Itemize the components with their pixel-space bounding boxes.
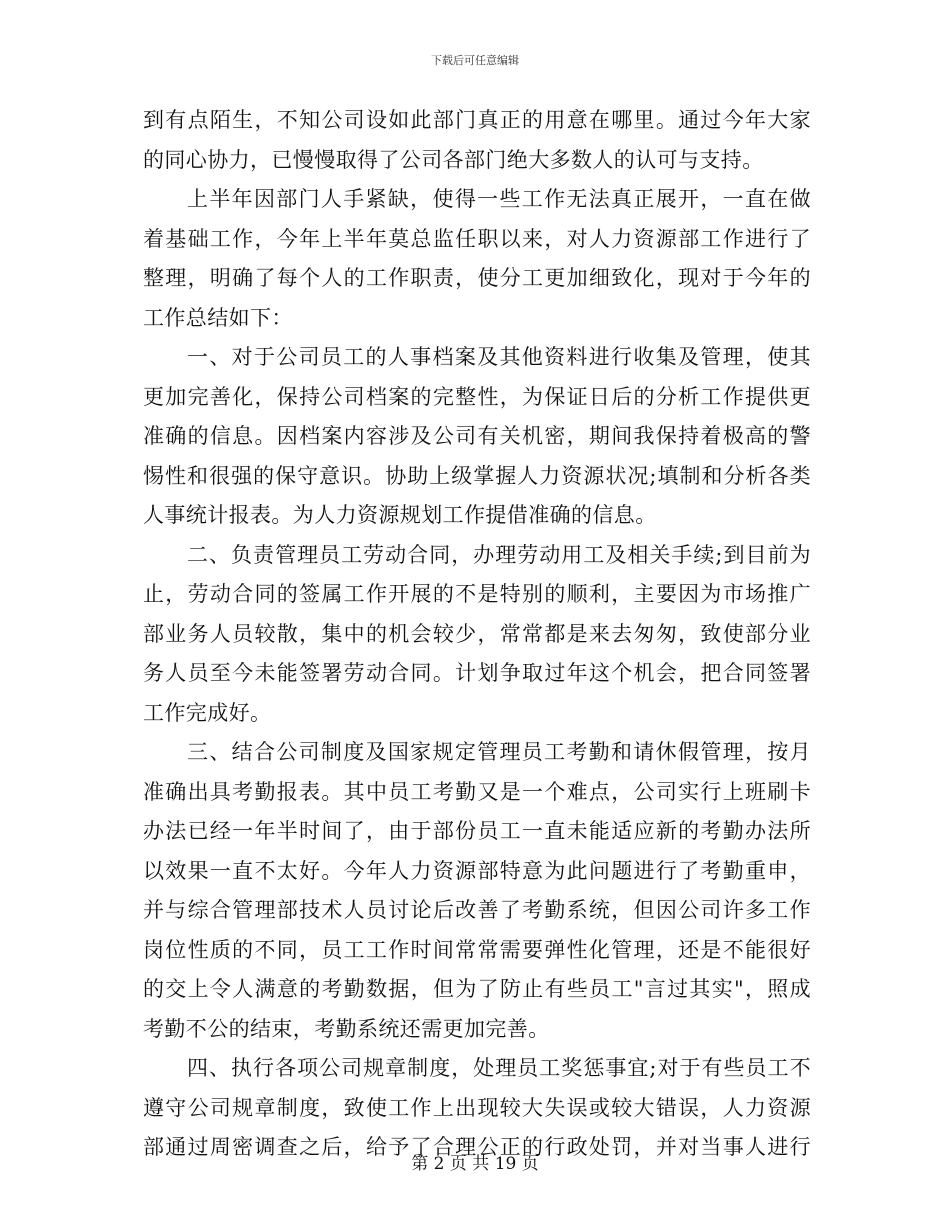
text-line: 二、负责管理员工劳动合同，办理劳动用工及相关手续;到目前为: [187, 542, 811, 567]
text-line: 的交上令人满意的考勤数据，但为了防止有些员工"言过其实"，照成: [143, 977, 811, 1001]
text-line: 更加完善化，保持公司档案的完整性，为保证日后的分析工作提供更: [143, 384, 811, 409]
document-body: [143, 101, 811, 1168]
text-line: 部通过周密调查之后，给予了合理公正的行政处罚，并对当事人进行: [143, 1135, 811, 1159]
text-line: 部业务人员较散，集中的机会较少，常常都是来去匆匆，致使部分业: [143, 621, 811, 646]
text-line: 以效果一直不太好。今年人力资源部特意为此问题进行了考勤重申，: [143, 858, 811, 883]
text-line: 准确的信息。因档案内容涉及公司有关机密，期间我保持着极高的警: [143, 424, 811, 448]
text-line: 惕性和很强的保守意识。协助上级掌握人力资源状况;填制和分析各类: [143, 463, 811, 488]
text-line: 整理，明确了每个人的工作职责，使分工更加细致化，现对于今年的: [143, 266, 811, 290]
text-line: 到有点陌生，不知公司设如此部门真正的用意在哪里。通过今年大家: [143, 108, 811, 132]
text-line: 止，劳动合同的签属工作开展的不是特别的顺利，主要因为市场推广: [143, 582, 811, 606]
text-line: 工作总结如下：: [143, 305, 293, 330]
text-line: 岗位性质的不同，员工工作时间常常需要弹性化管理，还是不能很好: [143, 937, 811, 962]
page-footer: 第 2 页 共 19 页: [411, 1154, 539, 1174]
text-line: 遵守公司规章制度，致使工作上出现较大失误或较大错误，人力资源: [143, 1095, 811, 1120]
text-line: 四、执行各项公司规章制度，处理员工奖惩事宜;对于有些员工不: [187, 1056, 811, 1080]
text-line: 并与综合管理部技术人员讨论后改善了考勤系统，但因公司许多工作: [143, 898, 811, 922]
text-line: 工作完成好。: [143, 700, 272, 725]
text-line: 的同心协力，已慢慢取得了公司各部门绝大多数人的认可与支持。: [143, 147, 764, 172]
text-line: 人事统计报表。为人力资源规划工作提借准确的信息。: [143, 503, 657, 527]
text-line: 务人员至今未能签署劳动合同。计划争取过年这个机会，把合同签署: [143, 661, 811, 685]
text-line: 办法已经一年半时间了，由于部份员工一直未能适应新的考勤办法所: [143, 819, 811, 843]
text-line: 着基础工作，今年上半年莫总监任职以来，对人力资源部工作进行了: [143, 226, 811, 251]
page-header: 下载后可任意编辑: [431, 54, 519, 67]
text-line: 一、对于公司员工的人事档案及其他资料进行收集及管理，使其: [187, 345, 811, 369]
text-line: 三、结合公司制度及国家规定管理员工考勤和请休假管理，按月: [187, 740, 811, 764]
text-line: 考勤不公的结束，考勤系统还需更加完善。: [143, 1016, 550, 1041]
text-line: 准确出具考勤报表。其中员工考勤又是一个难点，公司实行上班刷卡: [143, 779, 811, 804]
text-line: 上半年因部门人手紧缺，使得一些工作无法真正展开，一直在做: [187, 187, 811, 211]
